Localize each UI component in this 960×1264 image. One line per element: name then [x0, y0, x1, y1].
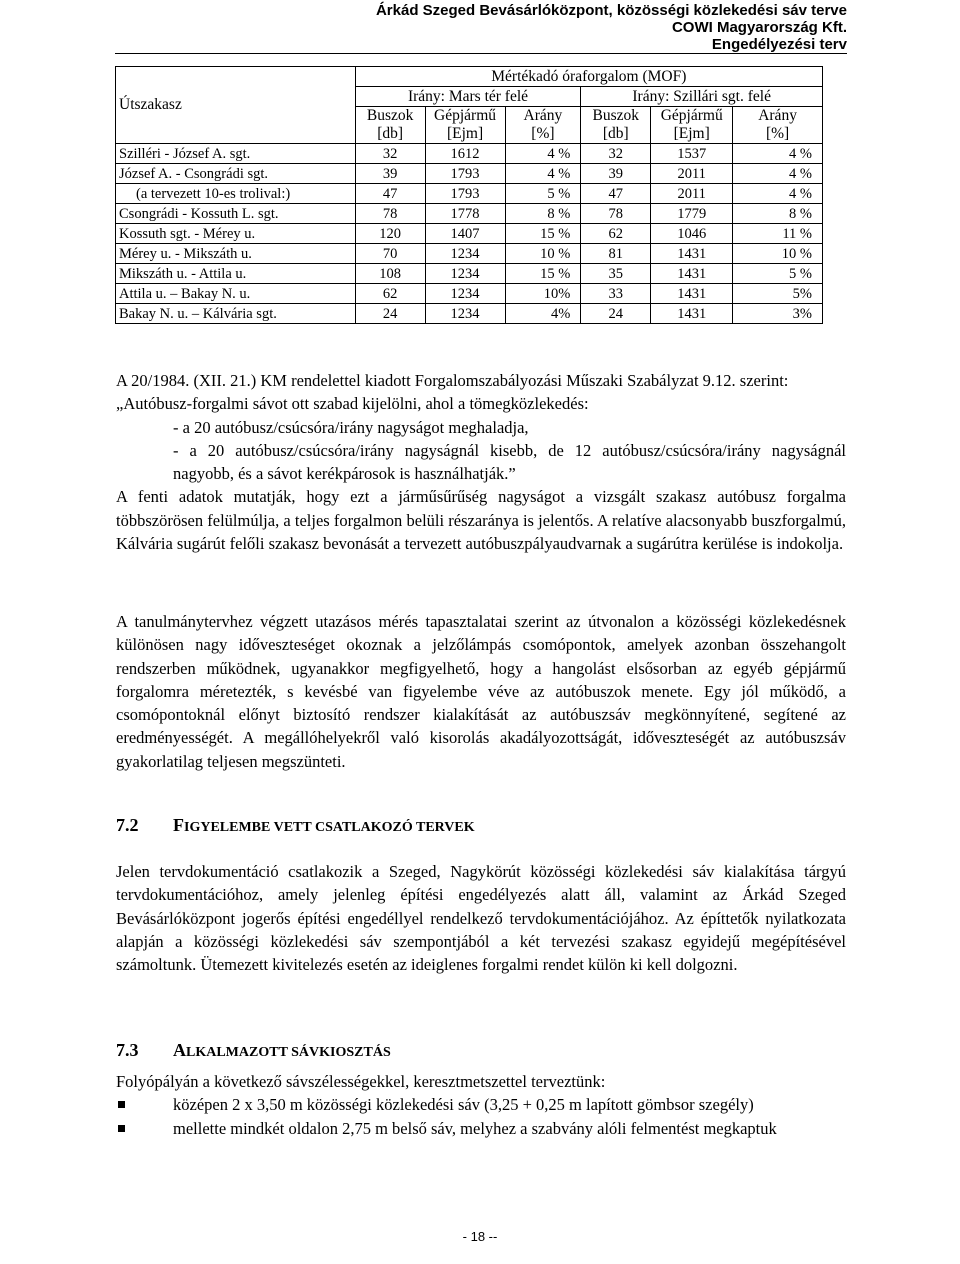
cell: 24 — [581, 304, 651, 324]
col-ratio-2: Arány [%] — [733, 107, 823, 144]
cell: 4 % — [733, 164, 823, 184]
section-title-rest: LKALMAZOTT SÁVKIOSZTÁS — [186, 1045, 391, 1060]
cell: 4 % — [505, 144, 581, 164]
cell: 39 — [581, 164, 651, 184]
page-number: - 18 -- — [462, 1229, 498, 1244]
cell: 1793 — [425, 184, 505, 204]
cell: 1407 — [425, 224, 505, 244]
cell: 15 % — [505, 224, 581, 244]
section-number: 7.3 — [116, 1040, 139, 1060]
cell: 5 % — [733, 264, 823, 284]
col-bus-1: Buszok [db] — [355, 107, 425, 144]
list-item-text: mellette mindkét oldalon 2,75 m belső sáv, melyhez a szabvány alóli felmentést megkaptuk — [173, 1118, 777, 1138]
segment-cell: Szilléri - József A. sgt. — [116, 144, 356, 164]
table-row — [116, 304, 823, 324]
cell: 78 — [581, 204, 651, 224]
cell: 1431 — [651, 244, 733, 264]
paragraph: A tanulmánytervhez végzett utazásos mérés tapasztalatai szerint az útvonalon a közösségi közlekedésnek különösen nagy időveszteséget okoznak a jelzőlámpás csomópontok, amelyek azonban összehangolt rendszerben működnek, ugyanakkor megfigyelhető, hogy a hangolást elsősorban az egyéb gépjármű forgalomra méretezték, s kevésbé van figyelembe véve az autóbuszok menete. Egy jól működő, a csomópontoknál előnyt biztosító rendszer kialakítását az autóbuszsáv megkönnyítené, segítené az eredményességét. A megállóhelyekről való kisorolás akadályozottságát, időveszteségét az autóbuszsáv gyakorlatilag teljesen megszünteti. — [116, 612, 846, 771]
cell: 4 % — [505, 164, 581, 184]
cell: 1431 — [651, 284, 733, 304]
segment-cell: (a tervezett 10-es trolival:) — [116, 184, 356, 204]
section-title-initial: F — [173, 815, 184, 835]
cell: 47 — [581, 184, 651, 204]
cell: 24 — [355, 304, 425, 324]
cell: 1234 — [425, 284, 505, 304]
cell: 78 — [355, 204, 425, 224]
table-row — [116, 164, 823, 184]
table-row — [116, 224, 823, 244]
segment-header: Útszakasz — [116, 67, 356, 144]
header-project-title: Árkád Szeged Bevásárlóközpont, közösségi közlekedési sáv terve — [375, 2, 847, 19]
cell: 3% — [733, 304, 823, 324]
section-7-2-body — [116, 860, 846, 976]
cell: 5% — [733, 284, 823, 304]
cell: 10 % — [733, 244, 823, 264]
regulation-quote-item: - a 20 autóbusz/csúcsóra/irány nagyságot meghaladja, — [173, 417, 529, 437]
table-row — [116, 184, 823, 204]
cell: 62 — [581, 224, 651, 244]
section-heading-7-2 — [116, 815, 475, 836]
cell: 1234 — [425, 264, 505, 284]
cell: 15 % — [505, 264, 581, 284]
segment-cell: Mérey u. - Mikszáth u. — [116, 244, 356, 264]
table-row — [116, 144, 823, 164]
cell: 1234 — [425, 244, 505, 264]
cell: 108 — [355, 264, 425, 284]
cell: 1234 — [425, 304, 505, 324]
cell: 4 % — [733, 144, 823, 164]
table-title: Mértékadó óraforgalom (MOF) — [355, 67, 822, 87]
cell: 1612 — [425, 144, 505, 164]
cell: 2011 — [651, 184, 733, 204]
paragraph: A fenti adatok mutatják, hogy ezt a járműsűrűség nagyságot a vizsgált szakasz autóbusz forgalma többszörösen felülmúlja, a teljes forgalmon belüli részaránya is jelentős. A relatíve alacsonyabb buszforgalmú, Kálvária sugárút felőli szakasz bevonását a tervezett autóbuszpályaudvarnak a sugárútra kerülése is indokolja. — [116, 487, 846, 554]
cell: 81 — [581, 244, 651, 264]
segment-cell: Attila u. – Bakay N. u. — [116, 284, 356, 304]
section-title-rest: IGYELEMBE VETT CSATLAKOZÓ TERVEK — [184, 820, 475, 835]
cell: 1431 — [651, 264, 733, 284]
list-item — [116, 1117, 846, 1140]
segment-cell: Mikszáth u. - Attila u. — [116, 264, 356, 284]
list-item-text: középen 2 x 3,50 m közösségi közlekedési sáv (3,25 + 0,25 m lapított gömbsor szegély) — [173, 1095, 754, 1115]
col-vehicle-1: Gépjármű [Ejm] — [425, 107, 505, 144]
cell: 35 — [581, 264, 651, 284]
section-number: 7.2 — [116, 815, 139, 835]
cell: 1537 — [651, 144, 733, 164]
cell: 5 % — [505, 184, 581, 204]
regulation-intro: A 20/1984. (XII. 21.) KM rendelettel kiadott Forgalomszabályozási Műszaki Szabályzat 9.12. szerint: — [116, 371, 789, 390]
cell: 1779 — [651, 204, 733, 224]
table-row — [116, 264, 823, 284]
col-ratio-1: Arány [%] — [505, 107, 581, 144]
paragraph: Folyópályán a következő sávszélességekkel, keresztmetszettel terveztünk: — [116, 1072, 606, 1091]
section-heading-7-3 — [116, 1040, 391, 1061]
cell: 39 — [355, 164, 425, 184]
mof-table — [115, 66, 823, 324]
header-doc-type: Engedélyezési terv — [711, 36, 847, 53]
cell: 33 — [581, 284, 651, 304]
bullet-list — [116, 1093, 846, 1140]
cell: 1778 — [425, 204, 505, 224]
cell: 1431 — [651, 304, 733, 324]
cell: 47 — [355, 184, 425, 204]
regulation-quote-item: - a 20 autóbusz/csúcsóra/irány nagyságnál kisebb, de 12 autóbusz/csúcsóra/irány nagyságnál nagyobb, és a sávot kerékpárosok is használhatják.” — [173, 440, 846, 484]
list-item — [116, 1093, 846, 1116]
document-header — [376, 2, 847, 53]
segment-cell: Csongrádi - Kossuth L. sgt. — [116, 204, 356, 224]
cell: 120 — [355, 224, 425, 244]
header-rule — [115, 53, 847, 54]
table-row — [116, 284, 823, 304]
segment-cell: Kossuth sgt. - Mérey u. — [116, 224, 356, 244]
cell: 4% — [505, 304, 581, 324]
cell: 4 % — [733, 184, 823, 204]
cell: 11 % — [733, 224, 823, 244]
paragraph-block — [116, 610, 846, 773]
col-vehicle-2: Gépjármű [Ejm] — [651, 107, 733, 144]
segment-cell: József A. - Csongrádi sgt. — [116, 164, 356, 184]
cell: 8 % — [733, 204, 823, 224]
direction-1-header: Irány: Mars tér felé — [355, 87, 581, 107]
cell: 2011 — [651, 164, 733, 184]
cell: 62 — [355, 284, 425, 304]
bullet-icon — [118, 1101, 125, 1108]
bullet-icon — [118, 1125, 125, 1132]
cell: 32 — [355, 144, 425, 164]
cell: 1046 — [651, 224, 733, 244]
regulation-block — [116, 369, 846, 555]
cell: 70 — [355, 244, 425, 264]
table-row — [116, 204, 823, 224]
cell: 32 — [581, 144, 651, 164]
direction-2-header: Irány: Szillári sgt. felé — [581, 87, 823, 107]
table-row — [116, 244, 823, 264]
cell: 8 % — [505, 204, 581, 224]
section-title-initial: A — [173, 1040, 186, 1060]
regulation-quote-lead: „Autóbusz-forgalmi sávot ott szabad kijelölni, ahol a tömegközlekedés: — [116, 394, 589, 414]
paragraph: Jelen tervdokumentáció csatlakozik a Szeged, Nagykörút közösségi közlekedési sáv kialakítása tárgyú tervdokumentációhoz, amely jelenleg építési engedélyezés alatt áll, valamint az Árkád Szeged Bevásárlóközpont jogerős építési engedéllyel rendelkező tervdokumentációjához. Az építtetők nyilatkozata alapján a közösségi közlekedési sáv szempontjából a két tervezési szakasz egyidejű megépítésével számoltunk. Ütemezett kivitelezés esetén az ideiglenes forgalmi rendet külön ki kell dolgozni. — [116, 862, 846, 975]
section-7-3-body — [116, 1070, 846, 1140]
cell: 1793 — [425, 164, 505, 184]
cell: 10 % — [505, 244, 581, 264]
header-company: COWI Magyarország Kft. — [671, 19, 847, 36]
col-bus-2: Buszok [db] — [581, 107, 651, 144]
cell: 10% — [505, 284, 581, 304]
segment-cell: Bakay N. u. – Kálvária sgt. — [116, 304, 356, 324]
